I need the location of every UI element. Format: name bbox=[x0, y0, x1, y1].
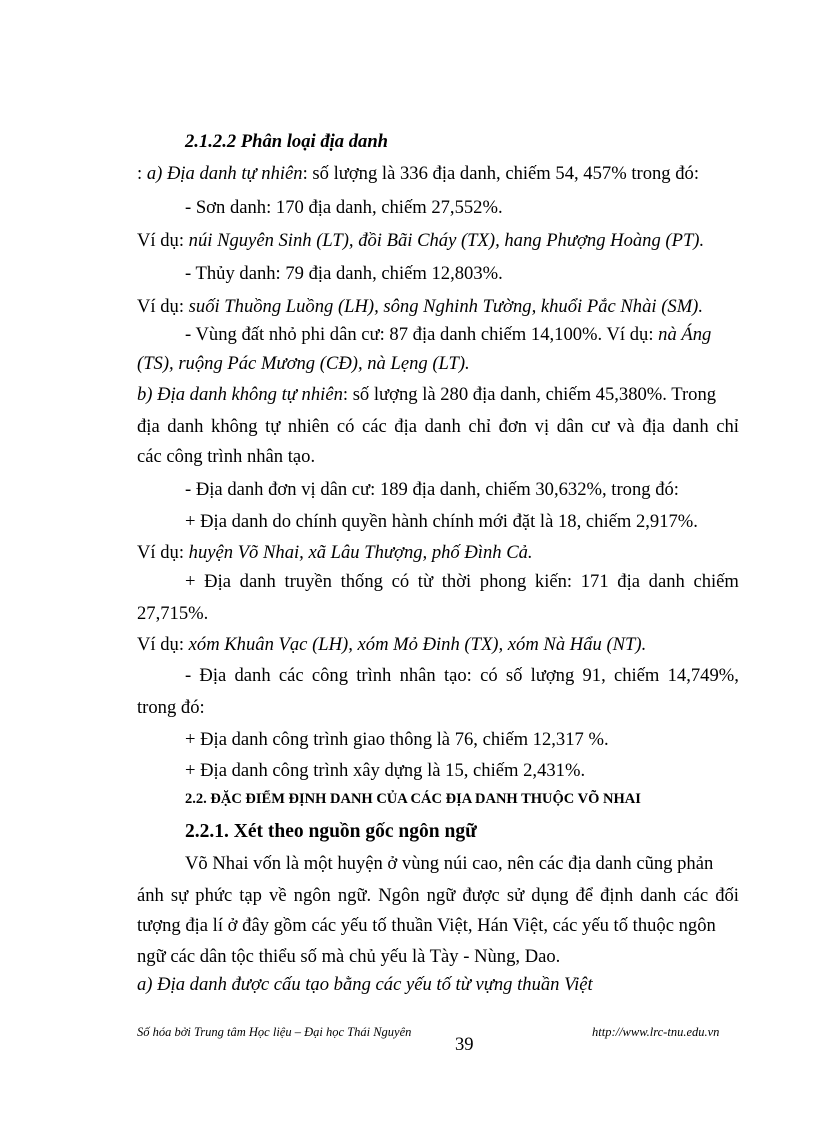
natural-text: : số lượng là 336 địa danh, chiếm 54, 457% trong đó: bbox=[302, 163, 699, 184]
footer-url[interactable]: http://www.lrc-tnu.edu.vn bbox=[592, 1025, 720, 1039]
mountain-names-line: - Sơn danh: 170 địa danh, chiếm 27,552%. bbox=[185, 197, 503, 218]
page-number: 39 bbox=[455, 1034, 474, 1055]
non-natural-line-3: các công trình nhân tạo. bbox=[137, 446, 316, 467]
small-land-example: nà Áng bbox=[658, 324, 712, 345]
example-text: núi Nguyên Sinh (LT), đồi Bãi Cháy (TX), hang Phượng Hoàng (PT). bbox=[188, 230, 705, 251]
non-natural-label: b) Địa danh không tự nhiên bbox=[137, 384, 343, 405]
paragraph-line-3: tượng địa lí ở đây gồm các yếu tố thuần Việt, Hán Việt, các yếu tố thuộc ngôn bbox=[137, 915, 716, 936]
non-natural-text: : số lượng là 280 địa danh, chiếm 45,380%. Trong bbox=[342, 384, 717, 405]
non-natural-line bbox=[137, 386, 716, 405]
subsection-heading: 2.1.2.2 Phân loại địa danh bbox=[185, 131, 389, 152]
example-lead: Ví dụ: bbox=[137, 634, 189, 655]
construction-line: + Địa danh công trình xây dựng là 15, chiếm 2,431%. bbox=[185, 760, 586, 781]
small-land-line bbox=[185, 326, 711, 345]
small-land-continuation bbox=[137, 355, 470, 374]
small-land-text: - Vùng đất nhỏ phi dân cư: 87 địa danh chiếm 14,100%. Ví dụ: bbox=[185, 324, 659, 345]
water-names-line: - Thủy danh: 79 địa danh, chiếm 12,803%. bbox=[185, 263, 503, 284]
example-4 bbox=[137, 636, 646, 655]
small-land-examples-cont: (TS), ruộng Pác Mương (CĐ), nà Lẹng (LT). bbox=[137, 353, 470, 374]
traditional-line: + Địa danh truyền thống có từ thời phong kiến: 171 địa danh chiếm bbox=[185, 571, 739, 592]
example-text: huyện Võ Nhai, xã Lâu Thượng, phố Đình Cả. bbox=[188, 542, 533, 563]
footer-left: Số hóa bởi Trung tâm Học liệu – Đại học Thái Nguyên bbox=[137, 1025, 412, 1039]
example-2 bbox=[137, 298, 703, 317]
example-text: xóm Khuân Vạc (LH), xóm Mỏ Đinh (TX), xóm Nà Hẩu (NT). bbox=[188, 634, 647, 655]
artificial-continuation: trong đó: bbox=[137, 697, 205, 718]
subsection-a bbox=[137, 976, 593, 995]
example-text: suối Thuồng Luồng (LH), sông Nghinh Tường, khuổi Pắc Nhài (SM). bbox=[188, 296, 704, 317]
natural-label: a) Địa danh tự nhiên bbox=[146, 163, 303, 184]
artificial-line: - Địa danh các công trình nhân tạo: có số lượng 91, chiếm 14,749%, bbox=[185, 665, 739, 686]
natural-place-names-line bbox=[137, 165, 699, 184]
example-3 bbox=[137, 544, 533, 563]
example-lead: Ví dụ: bbox=[137, 542, 189, 563]
example-lead: Ví dụ: bbox=[137, 296, 189, 317]
example-lead: Ví dụ: bbox=[137, 230, 189, 251]
traditional-continuation: 27,715%. bbox=[137, 603, 209, 624]
section-heading-2-2-1: 2.2.1. Xét theo nguồn gốc ngôn ngữ bbox=[185, 821, 477, 842]
colon-prefix: : bbox=[137, 163, 147, 184]
paragraph-line-2: ánh sự phức tạp về ngôn ngữ. Ngôn ngữ được sử dụng để định danh các đối bbox=[137, 885, 739, 906]
residential-line: - Địa danh đơn vị dân cư: 189 địa danh, chiếm 30,632%, trong đó: bbox=[185, 479, 679, 500]
example-1 bbox=[137, 232, 704, 251]
paragraph-line-1: Võ Nhai vốn là một huyện ở vùng núi cao, nên các địa danh cũng phản bbox=[185, 853, 714, 874]
subsection-a-text: a) Địa danh được cấu tạo bằng các yếu tố từ vựng thuần Việt bbox=[137, 974, 593, 995]
paragraph-line-4: ngữ các dân tộc thiểu số mà chủ yếu là Tày - Nùng, Dao. bbox=[137, 946, 561, 967]
section-heading-2-2: 2.2. ĐẶC ĐIỂM ĐỊNH DANH CỦA CÁC ĐỊA DANH THUỘC VÕ NHAI bbox=[185, 791, 641, 807]
administrative-line: + Địa danh do chính quyền hành chính mới đặt là 18, chiếm 2,917%. bbox=[185, 511, 698, 532]
transport-line: + Địa danh công trình giao thông là 76, chiếm 12,317 %. bbox=[185, 729, 609, 750]
non-natural-line-2: địa danh không tự nhiên có các địa danh chỉ đơn vị dân cư và địa danh chỉ bbox=[137, 416, 739, 437]
